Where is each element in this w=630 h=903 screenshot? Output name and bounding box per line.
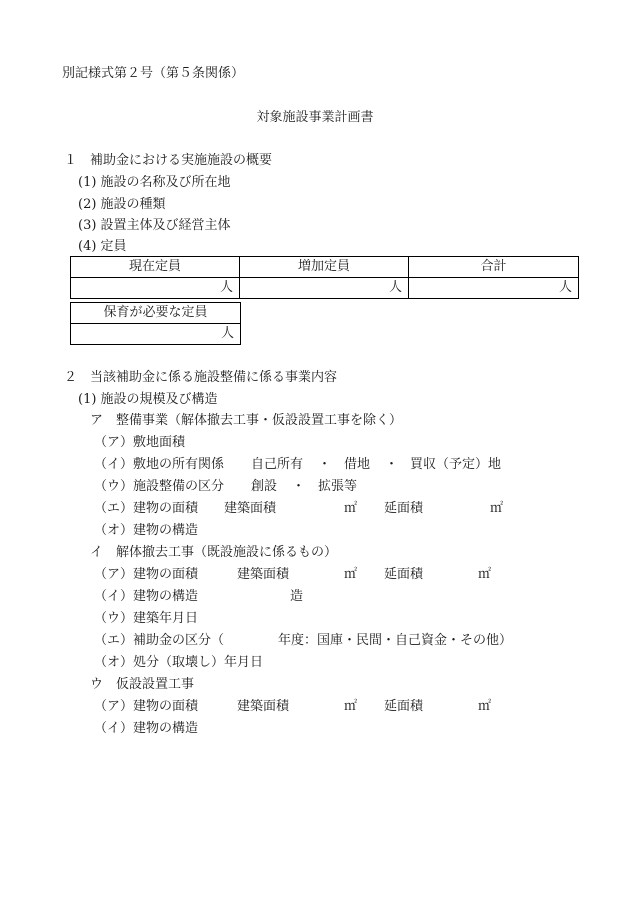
a-building-area-label: （エ）建物の面積 <box>94 501 199 516</box>
capacity-value-row <box>71 278 579 299</box>
subsection-b-heading: イ 解体撤去工事（既設施設に係るもの） <box>90 545 338 560</box>
c-building-footprint: 建築面積 <box>237 699 290 714</box>
capacity-header-row <box>71 257 579 278</box>
c-building-structure: （イ）建物の構造 <box>94 721 199 736</box>
capacity-table <box>70 256 579 299</box>
section1-item-3: (3) 設置主体及び経営主体 <box>78 218 231 233</box>
current-capacity-unit: 人 <box>71 278 240 299</box>
b-total-floor-area: 延面積 <box>384 567 424 582</box>
b-building-area-label: （ア）建物の面積 <box>94 567 199 582</box>
b-structure-suffix: 造 <box>290 589 304 604</box>
section1-item-1: (1) 施設の名称及び所在地 <box>78 175 231 190</box>
a-ownership-dot-2: ・ <box>385 457 399 472</box>
b-disposal-date: （オ）処分（取壊し）年月日 <box>94 655 264 670</box>
c-total-floor-area: 延面積 <box>384 699 424 714</box>
header-childcare-capacity: 保育が必要な定員 <box>71 303 241 324</box>
b-building-footprint-unit: ㎡ <box>344 567 358 582</box>
header-total: 合計 <box>409 257 579 278</box>
a-building-footprint-unit: ㎡ <box>344 501 358 516</box>
c-building-area-label: （ア）建物の面積 <box>94 699 199 714</box>
childcare-capacity-table <box>70 302 241 345</box>
a-building-structure: （オ）建物の構造 <box>94 523 199 538</box>
a-site-area: （ア）敷地面積 <box>94 435 186 450</box>
subsection-c-heading: ウ 仮設設置工事 <box>90 677 195 692</box>
a-ownership-own: 自己所有 <box>251 457 304 472</box>
a-ownership-lease: 借地 <box>344 457 371 472</box>
c-building-footprint-unit: ㎡ <box>344 699 358 714</box>
document-title: 対象施設事業計画書 <box>256 110 374 125</box>
a-total-floor-area: 延面積 <box>384 501 424 516</box>
a-total-floor-area-unit: ㎡ <box>490 501 504 516</box>
a-building-footprint: 建築面積 <box>224 501 277 516</box>
a-site-ownership-label: （イ）敷地の所有関係 <box>94 457 225 472</box>
b-building-footprint: 建築面積 <box>237 567 290 582</box>
b-building-structure-label: （イ）建物の構造 <box>94 589 199 604</box>
section1-item-4: (4) 定員 <box>78 239 127 254</box>
childcare-capacity-unit: 人 <box>71 324 241 345</box>
form-label: 別記様式第２号（第５条関係） <box>62 66 245 81</box>
b-subsidy-type-options: 年度：国庫・民間・自己資金・その他） <box>278 633 513 648</box>
b-construction-date: （ウ）建築年月日 <box>94 611 199 626</box>
a-development-type-label: （ウ）施設整備の区分 <box>94 479 225 494</box>
header-increased-capacity: 増加定員 <box>240 257 409 278</box>
a-development-new: 創設 <box>251 479 278 494</box>
b-total-floor-area-unit: ㎡ <box>478 567 492 582</box>
b-subsidy-type-open: （エ）補助金の区分（ <box>94 633 225 648</box>
a-ownership-dot-1: ・ <box>318 457 332 472</box>
c-total-floor-area-unit: ㎡ <box>478 699 492 714</box>
a-ownership-purchase: 買収（予定）地 <box>410 457 502 472</box>
increased-capacity-unit: 人 <box>240 278 409 299</box>
section2-sub1: (1) 施設の規模及び構造 <box>78 392 218 407</box>
section2-heading: ２ 当該補助金に係る施設整備に係る事業内容 <box>64 370 338 385</box>
header-current-capacity: 現在定員 <box>71 257 240 278</box>
total-unit: 人 <box>409 278 579 299</box>
section1-item-2: (2) 施設の種類 <box>78 197 166 212</box>
subsection-a-heading: ア 整備事業（解体撤去工事・仮設設置工事を除く） <box>90 413 403 428</box>
section1-heading: １ 補助金における実施施設の概要 <box>64 153 273 168</box>
a-development-expansion: 拡張等 <box>318 479 358 494</box>
a-development-dot: ・ <box>292 479 306 494</box>
